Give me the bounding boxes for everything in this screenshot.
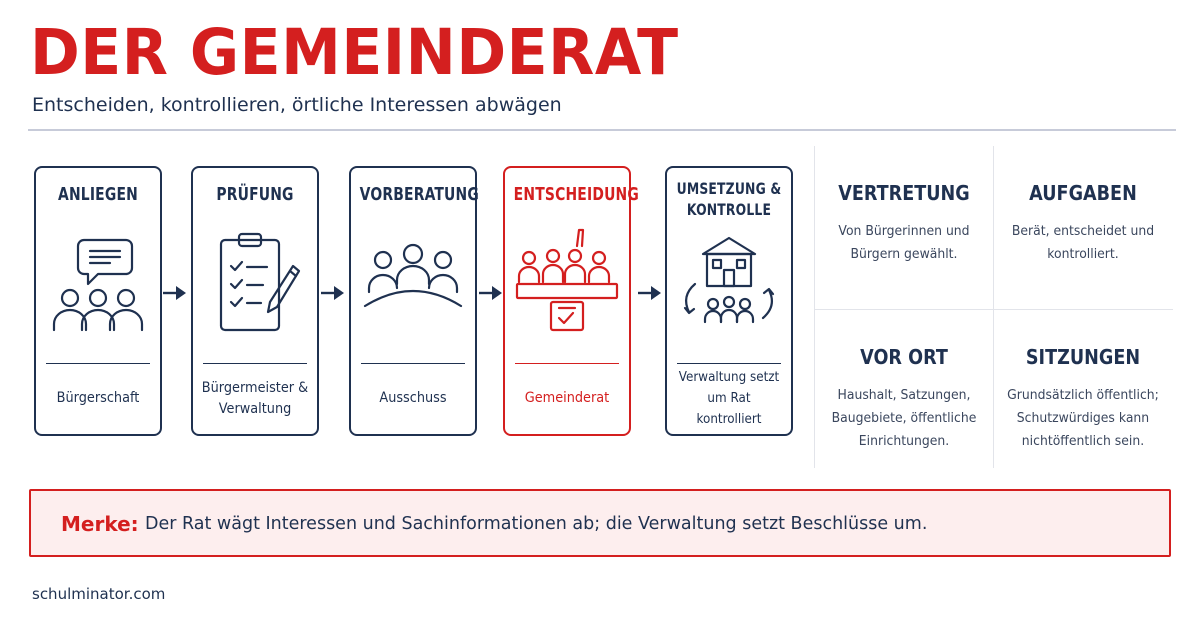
step-divider [515,363,619,364]
arrow-right-icon [637,284,663,302]
step-divider [203,363,307,364]
info-title: AUFGABEN [1029,181,1137,205]
step-divider [677,363,781,364]
step-title: PRÜFUNG [216,184,294,205]
header-divider [28,129,1176,131]
step-title: UMSETZUNG & KONTROLLE [676,179,782,219]
arrow-right-icon [478,284,504,302]
grid-divider [815,309,1173,310]
info-text: Grundsätzlich öffentlich; Schutzwürdiges kann nichtöffentlich sein. [1007,387,1159,449]
note-label: Merke: [61,512,139,536]
note-box [29,489,1171,557]
info-vertretung [815,180,993,266]
arrow-right-icon [162,284,188,302]
step-title: ANLIEGEN [58,184,138,205]
flow-step-pruefung [191,166,319,436]
footer-source: schulminator.com [32,585,166,603]
info-title: VOR ORT [860,345,948,369]
info-text: Haushalt, Satzungen, Baugebiete, öffentliche Einrichtungen. [831,387,977,449]
clipboard-checklist-icon [203,226,307,338]
step-label: Bürgerschaft [56,390,140,406]
arrow-right-icon [320,284,346,302]
step-label: Ausschuss [379,390,447,406]
flow-step-anliegen [34,166,162,436]
step-divider [46,363,150,364]
town-hall-cycle-icon [677,226,781,338]
step-label: Gemeinderat [524,390,610,406]
speech-bubble-people-icon [46,226,150,338]
info-aufgaben [994,180,1172,266]
info-text: Von Bürgerinnen und Bürgern gewählt. [838,223,970,262]
page-title: DER GEMEINDERAT [30,16,679,90]
meeting-table-icon [361,226,465,338]
flow-step-vorberatung [349,166,477,436]
note-text: Der Rat wägt Interessen und Sachinformationen ab; die Verwaltung setzt Beschlüsse um. [145,514,928,534]
step-divider [361,363,465,364]
step-title: ENTSCHEIDUNG [513,184,639,205]
step-label: Verwaltung setzt um Rat kontrolliert [678,370,780,427]
info-title: VERTRETUNG [838,181,970,205]
step-label: Bürgermeister & Verwaltung [201,379,309,417]
page-subtitle: Entscheiden, kontrollieren, örtliche Interessen abwägen [32,94,562,116]
flow-step-entscheidung [503,166,639,436]
info-title: SITZUNGEN [1025,345,1141,369]
flow-step-umsetzung-kontrolle [665,166,793,436]
info-text: Berät, entscheidet und kontrolliert. [1011,223,1155,262]
step-title: VORBERATUNG [359,184,479,205]
vote-ballot-icon [515,226,619,338]
info-sitzungen [994,344,1172,453]
info-vor-ort [815,344,993,453]
